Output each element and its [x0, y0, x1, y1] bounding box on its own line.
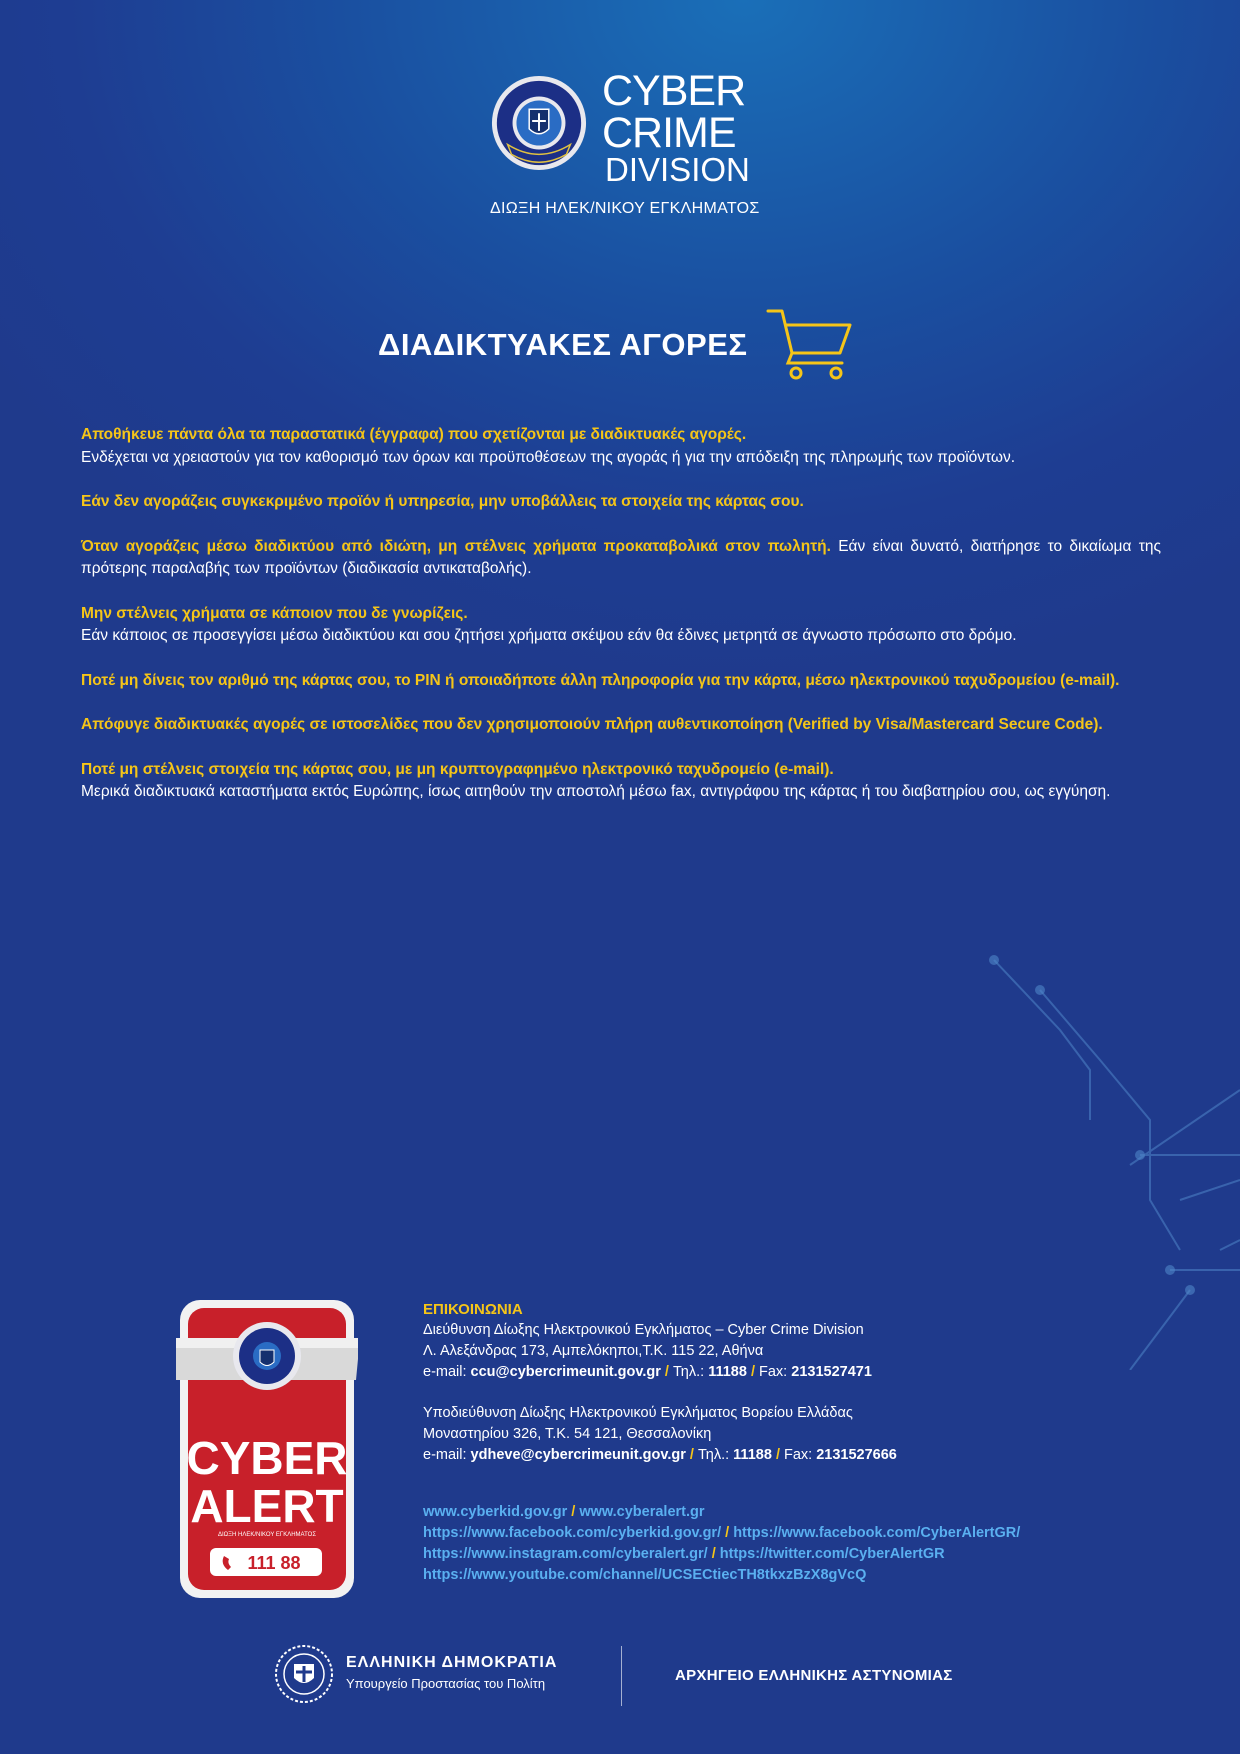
cyber-alert-badge	[176, 1296, 358, 1602]
office-1-email[interactable]: ccu@cybercrimeunit.gov.gr	[470, 1364, 661, 1380]
brand-line-1: CYBER	[602, 67, 746, 115]
separator: /	[711, 1546, 716, 1562]
contact-heading: ΕΠΙΚΟΙΝΩΝΙΑ	[423, 1301, 523, 1318]
shopping-cart-icon	[762, 305, 862, 385]
ministry-name: Υπουργείο Προστασίας του Πολίτη	[346, 1676, 546, 1691]
tip-highlight: Μην στέλνεις χρήματα σε κάποιον που δε γνωρίζεις.	[81, 604, 468, 622]
tip-item	[81, 714, 1161, 737]
links-list	[423, 1502, 1143, 1586]
office-2-tel: 11188	[733, 1447, 772, 1463]
police-seal-icon	[490, 74, 588, 172]
separator: /	[689, 1447, 694, 1463]
separator: /	[571, 1504, 576, 1520]
tip-highlight: Ποτέ μη στέλνεις στοιχεία της κάρτας σου, με μη κρυπτογραφημένο ηλεκτρονικό ταχυδρομείο (e-mail).	[81, 760, 834, 778]
cyber-crime-division-logo	[490, 67, 760, 220]
tel-label: Τηλ.:	[697, 1447, 734, 1463]
contact-section	[423, 1299, 1143, 1586]
email-label: e-mail:	[423, 1364, 471, 1380]
tagline: ΔΙΩΞΗ ΗΛΕΚ/ΝΙΚΟΥ ΕΓΚΛΗΜΑΤΟΣ	[490, 200, 760, 217]
link-cyberkid[interactable]: www.cyberkid.gov.gr	[423, 1504, 568, 1520]
republic-text	[346, 1654, 557, 1691]
separator: /	[725, 1525, 730, 1541]
tip-item	[81, 536, 1161, 581]
brand-line-3: DIVISION	[605, 151, 750, 189]
tip-text: Εάν κάποιος σε προσεγγίσει μέσω διαδικτύου και σου ζητήσει χρήματα σκέψου εάν θα έδινες μετρητά σε άγνωστο πρόσωπο στο δρόμο.	[81, 627, 1017, 644]
tip-item	[81, 491, 1161, 514]
tip-text: Μερικά διαδικτυακά καταστήματα εκτός Ευρώπης, ίσως αιτηθούν την αποστολή μέσω fax, αντιγράφου της κάρτας ή του διαβατηρίου σου, ως εγγύηση.	[81, 783, 1111, 800]
badge-line-2: ALERT	[190, 1480, 344, 1532]
office-2-name: Υποδιεύθυνση Δίωξης Ηλεκτρονικού Εγκλήματος Βορείου Ελλάδας	[423, 1405, 853, 1421]
tip-item	[81, 424, 1161, 469]
office-2-contacts	[423, 1445, 1143, 1466]
tip-highlight: Αποθήκευε πάντα όλα τα παραστατικά (έγγραφα) που σχετίζονται με διαδικτυακές αγορές.	[81, 426, 747, 443]
tip-item	[81, 670, 1161, 693]
office-2-email[interactable]: ydheve@cybercrimeunit.gov.gr	[470, 1447, 686, 1463]
office-1-fax: 2131527471	[791, 1364, 872, 1380]
tip-highlight: Απόφυγε διαδικτυακές αγορές σε ιστοσελίδες που δεν χρησιμοποιούν πλήρη αυθεντικοποίηση (Verified by Visa/Mastercard Secure Code).	[81, 716, 1103, 733]
separator: /	[775, 1447, 780, 1463]
office-1-name: Διεύθυνση Δίωξης Ηλεκτρονικού Εγκλήματος – Cyber Crime Division	[423, 1322, 864, 1338]
tip-text: Εάν είναι δυνατό, διατήρησε το δικαίωμα της πρότερης παραλαβής των προϊόντων (διαδικασία αντικαταβολής).	[81, 537, 1161, 577]
link-twitter[interactable]: https://twitter.com/CyberAlertGR	[719, 1546, 945, 1562]
tips-list	[81, 424, 1161, 826]
badge-subtitle: ΔΙΩΞΗ ΗΛΕΚ/ΝΙΚΟΥ ΕΓΚΛΗΜΑΤΟΣ	[217, 1532, 317, 1538]
hellenic-republic-seal-icon	[274, 1644, 334, 1704]
link-instagram[interactable]: https://www.instagram.com/cyberalert.gr/	[423, 1546, 708, 1562]
republic-name: ΕΛΛΗΝΙΚΗ ΔΗΜΟΚΡΑΤΙΑ	[346, 1654, 558, 1671]
link-cyberalert[interactable]: www.cyberalert.gr	[579, 1504, 705, 1520]
tip-highlight: Ποτέ μη δίνεις τον αριθμό της κάρτας σου, το PIN ή οποιαδήποτε άλλη πληροφορία για την κάρτα, μέσω ηλεκτρονικού ταχυδρομείου (e-mail).	[81, 671, 1120, 689]
office-2-address: Μοναστηρίου 326, Τ.Κ. 54 121, Θεσσαλονίκη	[423, 1426, 712, 1442]
office-1-contacts	[423, 1362, 1143, 1383]
brand-wordmark	[602, 67, 750, 189]
tip-text: Ενδέχεται να χρειαστούν για τον καθορισμό των όρων και προϋποθέσεων της αγοράς ή για την απόδειξη της πληρωμής των προϊόντων.	[81, 448, 1016, 466]
badge-phone: 111 88	[247, 1553, 301, 1573]
office-1-address: Λ. Αλεξάνδρας 173, Αμπελόκηποι,Τ.Κ. 115 22, Αθήνα	[423, 1343, 764, 1359]
fax-label: Fax:	[784, 1447, 817, 1463]
tip-highlight: Όταν αγοράζεις μέσω διαδικτύου από ιδιώτη, μη στέλνεις χρήματα προκαταβολικά στον πωλητή.	[81, 537, 831, 555]
footer-divider	[621, 1646, 622, 1706]
separator: /	[664, 1364, 669, 1380]
link-youtube[interactable]: https://www.youtube.com/channel/UCSECtiecTH8tkxzBzX8gVcQ	[423, 1567, 867, 1583]
footer	[0, 1640, 1240, 1720]
page-title: ΔΙΑΔΙΚΤΥΑΚΕΣ ΑΓΟΡΕΣ	[378, 327, 748, 362]
fax-label: Fax:	[759, 1364, 792, 1380]
page-heading	[0, 305, 1240, 385]
link-facebook-cyberalert[interactable]: https://www.facebook.com/CyberAlertGR/	[733, 1525, 1021, 1541]
police-hq-name: ΑΡΧΗΓΕΙΟ ΕΛΛΗΝΙΚΗΣ ΑΣΤΥΝΟΜΙΑΣ	[675, 1667, 953, 1684]
badge-line-1: CYBER	[186, 1432, 348, 1484]
tip-item	[81, 603, 1161, 648]
link-facebook-cyberkid[interactable]: https://www.facebook.com/cyberkid.gov.gr/	[423, 1525, 722, 1541]
email-label: e-mail:	[423, 1447, 471, 1463]
office-1-tel: 11188	[708, 1364, 747, 1380]
tel-label: Τηλ.:	[672, 1364, 709, 1380]
brand-line-2: CRIME	[602, 109, 736, 158]
office-2-fax: 2131527666	[816, 1447, 897, 1463]
tip-highlight: Εάν δεν αγοράζεις συγκεκριμένο προϊόν ή υπηρεσία, μην υποβάλλεις τα στοιχεία της κάρτας σου.	[81, 493, 804, 510]
tip-item	[81, 759, 1161, 804]
separator: /	[750, 1364, 755, 1380]
